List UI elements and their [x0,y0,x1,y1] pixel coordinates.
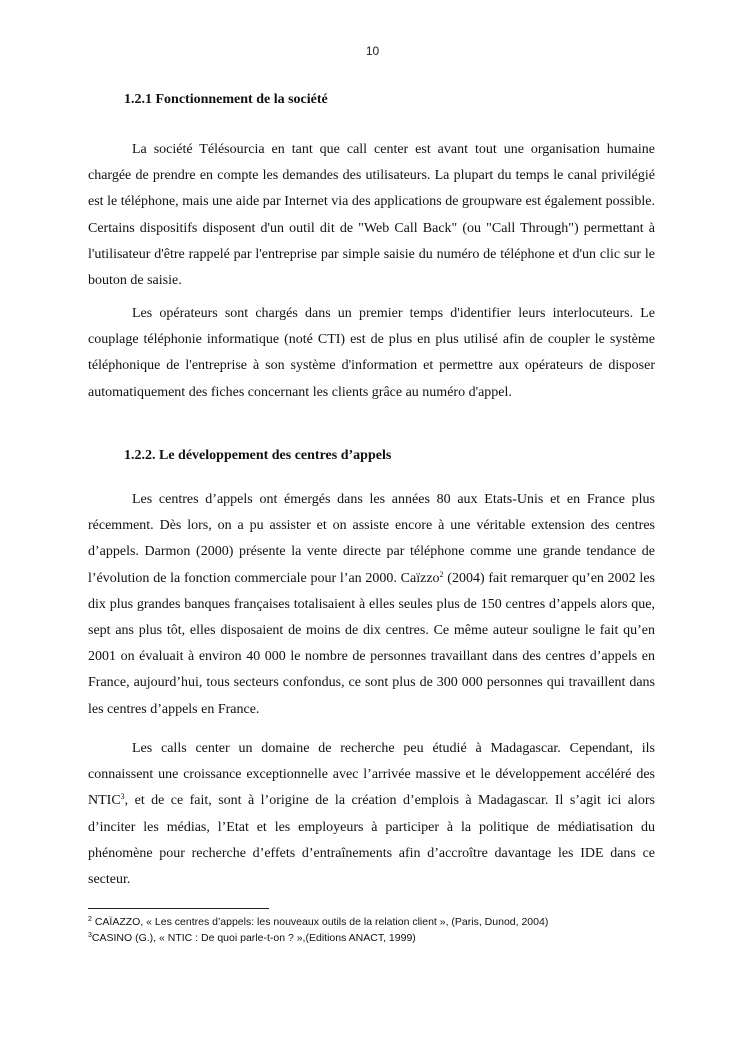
footnote-separator [88,908,269,909]
section-heading-1-2-1: 1.2.1 Fonctionnement de la société [124,92,328,107]
footnote-3 [88,931,558,947]
paragraph-text: Les centres d’appels ont émergés dans les années 80 aux Etats-Unis et en France plus récemment. Dès lors, on a pu assister et on assiste encore à une véritable extension des centres d’appels. Darmon (2000) présente la vente directe par téléphone comme une grande tendance de l’évolution de la fonction commerciale pour l’an 2000. Caïzzo [88,492,655,586]
footnote-text: CAÏAZZO, « Les centres d’appels: les nouveaux outils de la relation client », (Paris, Dunod, 2004) [91,916,549,928]
footnote-marker: 2 [88,916,92,923]
page-number: 10 [365,44,380,58]
paragraph-developpement-1 [88,487,655,723]
footnotes [88,915,558,946]
paragraph-text: , et de ce fait, sont à l’origine de la création d’emplois à Madagascar. Il s’agit ici alors d’inciter les médias, l’Etat et les employeurs à participer à la politique de médiatisation du phénomène pour recherche d’effets d’entraînements afin d’accroître davantage les IDE dans ce secteur. [88,793,655,888]
footnote-ref-3[interactable]: 3 [120,792,125,802]
paragraph-text: Les calls center un domaine de recherche peu étudié à Madagascar. Cependant, ils connaissent une croissance exceptionnelle avec l’arrivée massive et le développement accéléré des NTIC [88,741,655,809]
section-heading-1-2-2: 1.2.2. Le développement des centres d’appels [124,448,392,463]
paragraph-developpement-2 [88,736,655,893]
footnote-text: CASINO (G.), « NTIC : De quoi parle-t-on ? »,(Editions ANACT, 1999) [91,931,416,944]
paragraph-text: La société Télésourcia en tant que call center est avant tout une organisation humaine chargée de prendre en compte les demandes des utilisateurs. La plupart du temps le canal privilégié est le téléphone, mais une aide par Internet via des applications de groupware est également possible. Certains dispositifs disposent d'un outil dit de "Web Call Back" (ou "Call Through") permettant à l'utilisateur d'être rappelé par l'entreprise par simple saisie du numéro de téléphone et d'un clic sur le bouton de saisie. [88,142,655,289]
footnote-ref-2[interactable]: 2 [439,569,444,579]
paragraph-fonctionnement-1 [88,137,655,294]
paragraph-fonctionnement-2 [88,301,655,406]
footnote-marker: 3 [88,931,92,939]
footnote-2 [88,915,558,931]
paragraph-text: (2004) fait remarquer qu’en 2002 les dix plus grandes banques françaises totalisaient à elles seules plus de 150 centres d’appels alors que, sept ans plus tôt, elles disposaient de moins de dix centres. Ce même auteur souligne le fait qu’en 2001 on évaluait à environ 40 000 le nombre de personnes travaillant dans des centres d’appels en France, aujourd’hui, tous secteurs confondus, ce sont plus de 300 000 personnes qui travaillent dans les centres d’appels en France. [88,570,655,717]
paragraph-text: Les opérateurs sont chargés dans un premier temps d'identifier leurs interlocuteurs. Le couplage téléphonie informatique (noté CTI) est de plus en plus utilisé afin de coupler le système téléphonique de l'entreprise à son système d'information et permettre aux opérateurs de disposer automatiquement des fiches concernant les clients grâce au numéro d'appel. [88,306,655,400]
